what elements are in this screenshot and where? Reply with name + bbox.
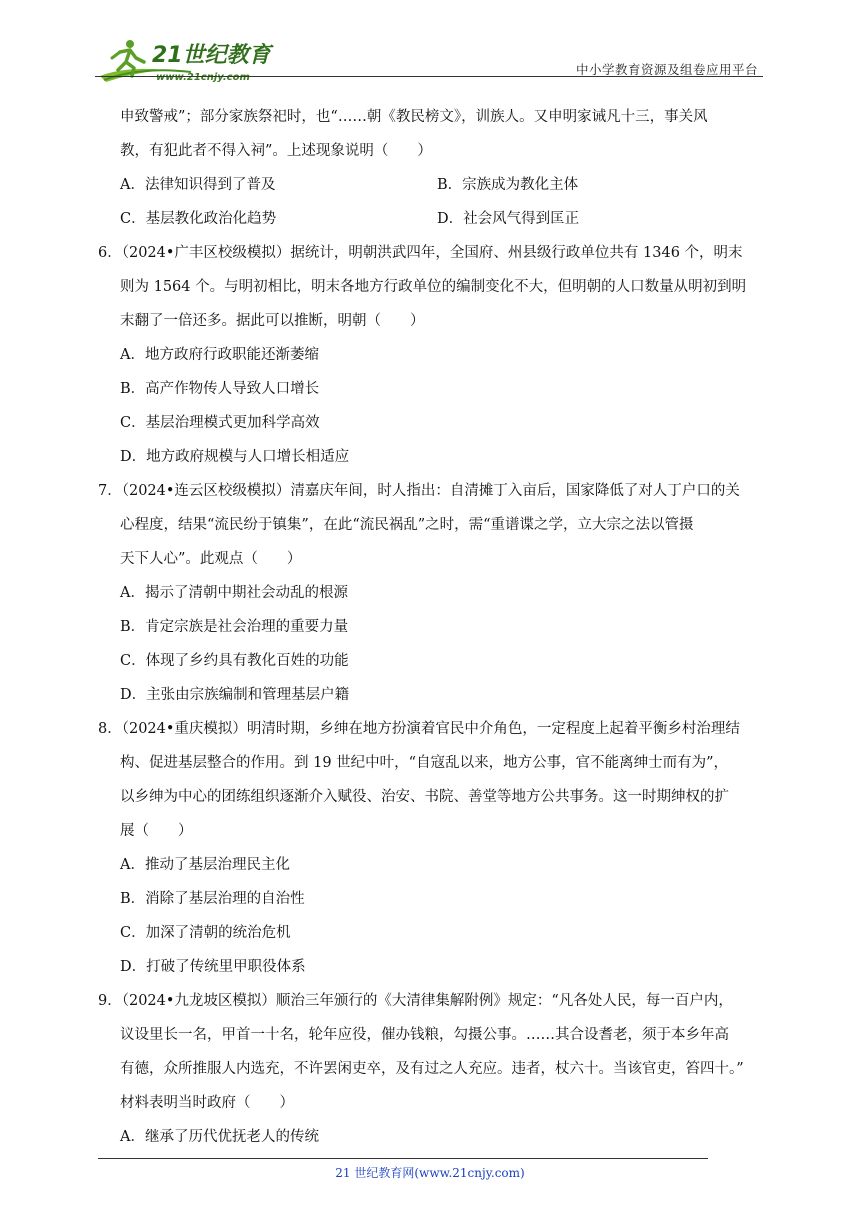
question-text-line: 以乡绅为中心的团练组织逐渐介入赋役、治安、书院、善堂等地方公共事务。这一时期绅权的扩 bbox=[120, 789, 729, 805]
footer-link[interactable]: 21 世纪教育网(www.21cnjy.com) bbox=[335, 1166, 525, 1180]
option-b: B．高产作物传人导致人口增长 bbox=[120, 381, 320, 397]
question-text-line: 心程度，结果“流民纷于镇集”，在此“流民祸乱”之时，需“重谱谍之学，立大宗之法以管摄 bbox=[120, 517, 694, 533]
option-c: C．加深了清朝的统治危机 bbox=[120, 925, 291, 941]
question-content bbox=[98, 100, 766, 1154]
site-logo bbox=[96, 36, 346, 86]
option-a: A．法律知识得到了普及 bbox=[120, 177, 276, 193]
header-divider bbox=[95, 76, 763, 77]
option-b: B．消除了基层治理的自治性 bbox=[120, 891, 305, 907]
option-c: C．体现了乡约具有教化百姓的功能 bbox=[120, 653, 349, 669]
logo-url: www.21cnjy.com bbox=[156, 72, 250, 83]
option-a: A．推动了基层治理民主化 bbox=[120, 857, 290, 873]
question-5-tail bbox=[98, 100, 766, 236]
option-d: D．打破了传统里甲职役体系 bbox=[120, 959, 306, 975]
question-text-line: 申致警戒”；部分家族祭祀时，也“……朝《教民榜文》，训族人。又申明家诫凡十三，事关风 bbox=[120, 109, 708, 125]
question-text-line: 构、促进基层整合的作用。到 19 世纪中叶，“自寇乱以来，地方公事，官不能离绅士而有为”， bbox=[120, 755, 728, 771]
option-row bbox=[98, 202, 766, 236]
header-platform-text: 中小学教育资源及组卷应用平台 bbox=[575, 62, 758, 77]
question-6 bbox=[98, 236, 766, 474]
question-8 bbox=[98, 712, 766, 984]
question-stem-line: 6．（2024•广丰区校级模拟）据统计，明朝洪武四年，全国府、州县级行政单位共有 1346 个，明末 bbox=[98, 245, 743, 261]
question-text-line: 天下人心”。此观点（ ） bbox=[120, 551, 302, 567]
option-row bbox=[98, 168, 766, 202]
question-text-line: 材料表明当时政府（ ） bbox=[120, 1095, 294, 1111]
option-a: A．地方政府行政职能还渐萎缩 bbox=[120, 347, 319, 363]
option-a: A．继承了历代优抚老人的传统 bbox=[120, 1129, 319, 1145]
question-stem-line: 8．（2024•重庆模拟）明清时期，乡绅在地方扮演着官民中介角色，一定程度上起着平衡乡村治理结 bbox=[98, 721, 740, 737]
question-text-line: 教，有犯此者不得入祠”。上述现象说明（ ） bbox=[120, 143, 432, 159]
page-header bbox=[90, 28, 770, 86]
question-9 bbox=[98, 984, 766, 1154]
question-text-line: 议设里长一名，甲首一十名，轮年应役，催办钱粮，勾摄公事。……其合设耆老，须于本乡年高 bbox=[120, 1027, 729, 1043]
question-stem-line: 7．（2024•连云区校级模拟）清嘉庆年间，时人指出：自清摊丁入亩后，国家降低了对人丁户口的关 bbox=[98, 483, 740, 499]
option-d: D．社会风气得到匡正 bbox=[437, 211, 580, 227]
question-text-line: 展（ ） bbox=[120, 823, 193, 839]
logo-title: 21世纪教育 bbox=[152, 43, 271, 68]
question-stem-line: 9．（2024•九龙坡区模拟）顺治三年颁行的《大清律集解附例》规定：“凡各处人民，每一百户内， bbox=[98, 993, 733, 1009]
question-text-line: 有德，众所推服人内选充，不许罢闲吏卒，及有过之人充应。违者，杖六十。当该官吏，笞四十。” bbox=[120, 1061, 744, 1077]
option-d: D．主张由宗族编制和管理基层户籍 bbox=[120, 687, 350, 703]
option-a: A．揭示了清朝中期社会动乱的根源 bbox=[120, 585, 348, 601]
option-c: C．基层治理模式更加科学高效 bbox=[120, 415, 320, 431]
footer-divider bbox=[98, 1158, 708, 1159]
option-d: D．地方政府规模与人口增长相适应 bbox=[120, 449, 350, 465]
option-c: C．基层教化政治化趋势 bbox=[120, 211, 277, 227]
option-b: B．肯定宗族是社会治理的重要力量 bbox=[120, 619, 349, 635]
option-b: B．宗族成为教化主体 bbox=[437, 177, 579, 193]
question-text-line: 则为 1564 个。与明初相比，明末各地方行政单位的编制变化不大，但明朝的人口数量从明初到明 bbox=[120, 279, 747, 295]
question-text-line: 末翻了一倍还多。据此可以推断，明朝（ ） bbox=[120, 313, 425, 329]
question-7 bbox=[98, 474, 766, 712]
